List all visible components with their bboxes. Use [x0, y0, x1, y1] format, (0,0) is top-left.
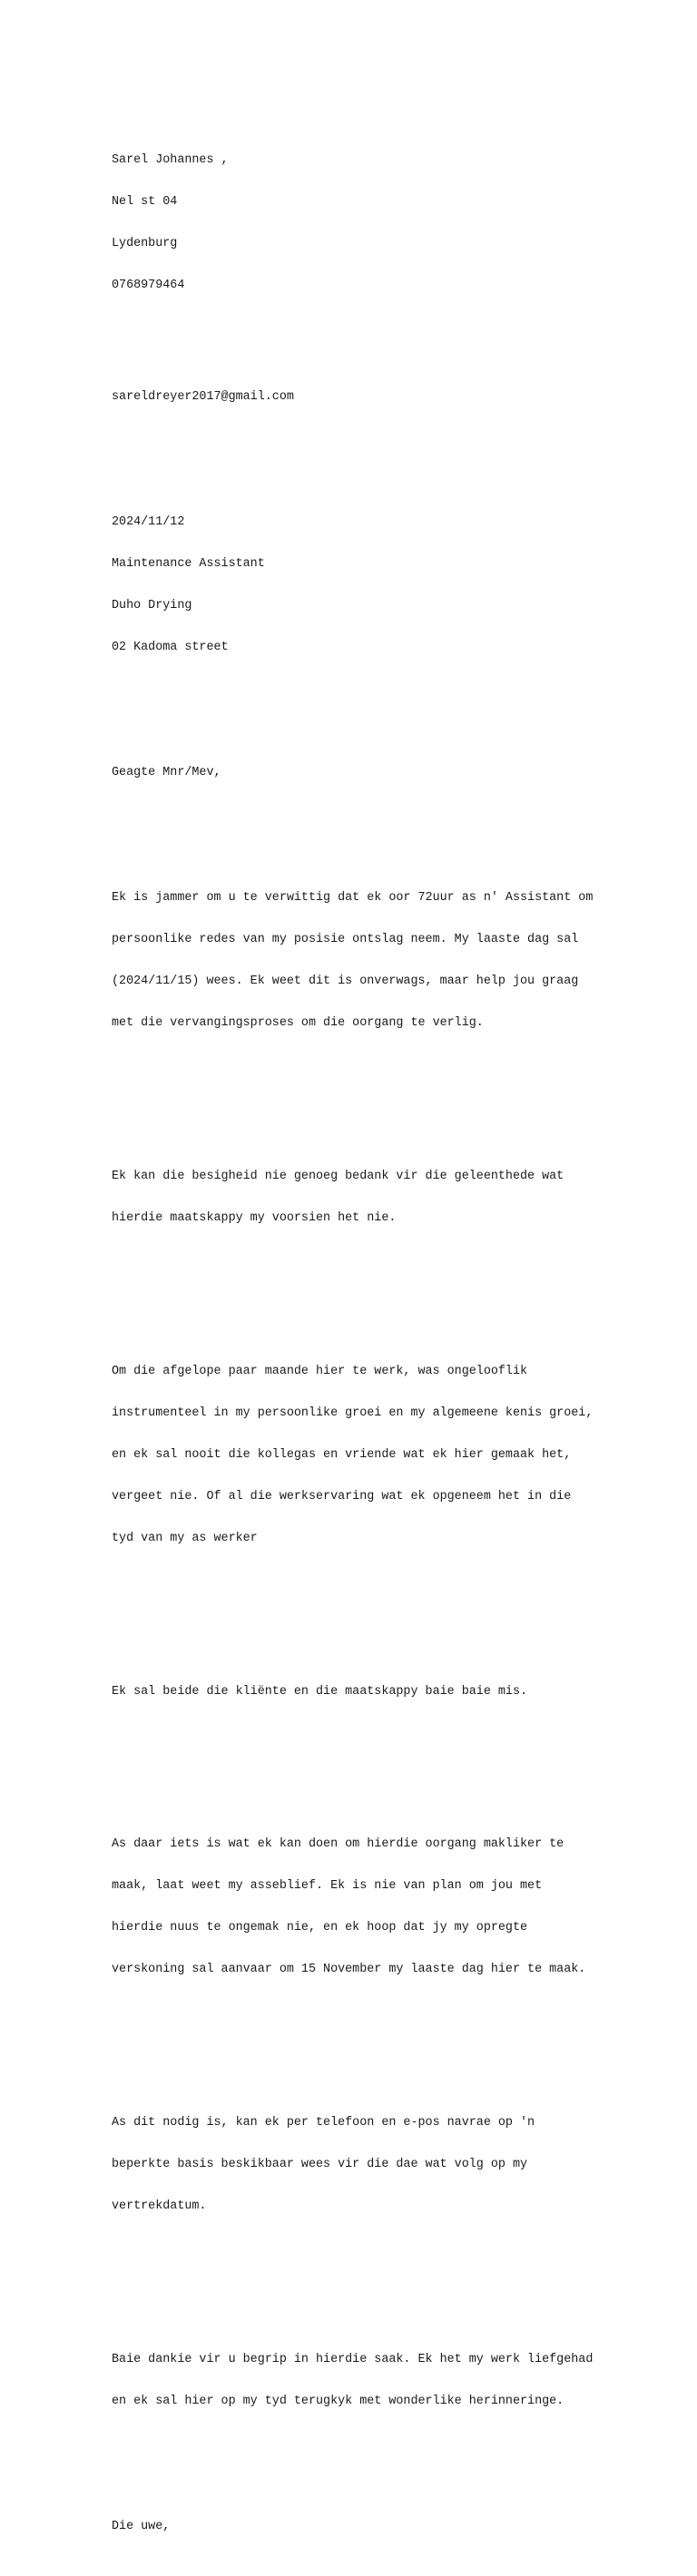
sender-email: sareldreyer2017@gmail.com	[112, 389, 294, 404]
paragraph-3	[112, 1337, 656, 1573]
paragraph-line: verskoning sal aanvaar om 15 November my laaste dag hier te maak.	[112, 1963, 586, 1977]
paragraph-line: instrumenteel in my persoonlike groei en my algemeene kenis groei,	[112, 1406, 594, 1420]
paragraph-line: maak, laat weet my asseblief. Ek is nie van plan om jou met	[112, 1879, 543, 1894]
paragraph-4	[112, 1657, 656, 1727]
paragraph-line: hierdie nuus te ongemak nie, en ek hoop dat jy my opregte	[112, 1921, 528, 1935]
paragraph-line: Om die afgelope paar maande hier te werk, was ongelooflik	[112, 1364, 528, 1378]
paragraph-6	[112, 2089, 656, 2242]
sender-address	[112, 125, 656, 320]
paragraph-line: met die vervangingsproses om die oorgang te verlig.	[112, 1016, 484, 1031]
letter-date: 2024/11/12	[112, 514, 185, 529]
recipient-address	[112, 487, 656, 682]
paragraph-line: vergeet nie. Of al die werkservaring wat ek opgeneem het in die	[112, 1489, 572, 1503]
paragraph-line: (2024/11/15) wees. Ek weet dit is onverwags, maar help jou graag	[112, 975, 579, 988]
paragraph-line: en ek sal hier op my tyd terugkyk met wonderlike herinneringe.	[112, 2395, 564, 2409]
paragraph-line: tyd van my as werker	[112, 1531, 258, 1545]
salutation: Geagte Mnr/Mev,	[112, 765, 221, 779]
recipient-street: 02 Kadoma street	[112, 640, 229, 654]
paragraph-2	[112, 1141, 656, 1253]
paragraph-line: As dit nodig is, kan ek per telefoon en e-pos navrae op 'n	[112, 2116, 535, 2130]
paragraph-line: Ek is jammer om u te verwittig dat ek oor 72uur as n' Assistant om	[112, 890, 594, 905]
sender-phone: 0768979464	[112, 278, 185, 292]
paragraph-1	[112, 863, 656, 1058]
paragraph-line: As daar iets is wat ek kan doen om hierdie oorgang makliker te	[112, 1837, 564, 1852]
closing: Die uwe,	[112, 2520, 171, 2534]
recipient-position: Maintenance Assistant	[112, 556, 265, 571]
paragraph-line: hierdie maatskappy my voorsien het nie.	[112, 1210, 397, 1225]
paragraph-line: Ek kan die besigheid nie genoeg bedank vir die geleenthede wat	[112, 1169, 564, 1183]
sender-name: Sarel Johannes ,	[112, 152, 229, 167]
paragraph-line: en ek sal nooit die kollegas en vriende wat ek hier gemaak het,	[112, 1447, 572, 1462]
sender-town: Lydenburg	[112, 236, 178, 250]
sender-street: Nel st 04	[112, 194, 178, 209]
letter-body	[112, 83, 656, 2576]
recipient-company: Duho Drying	[112, 598, 192, 612]
paragraph-line: beperkte basis beskikbaar wees vir die dae wat volg op my	[112, 2158, 528, 2172]
paragraph-7	[112, 2325, 656, 2436]
paragraph-line: Ek sal beide die kliënte en die maatskappy baie baie mis.	[112, 1684, 528, 1699]
paragraph-line: vertrekdatum.	[112, 2199, 207, 2214]
paragraph-line: Baie dankie vir u begrip in hierdie saak. Ek het my werk liefgehad	[112, 2353, 594, 2367]
paragraph-5	[112, 1810, 656, 2005]
paragraph-line: persoonlike redes van my posisie ontslag neem. My laaste dag sal	[112, 932, 579, 946]
